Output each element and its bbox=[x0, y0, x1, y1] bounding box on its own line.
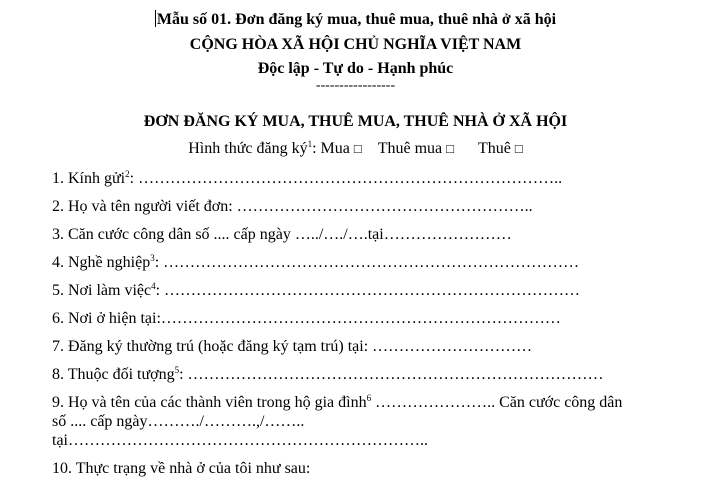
nation-header: CỘNG HÒA XÃ HỘI CHỦ NGHĨA VIỆT NAM bbox=[189, 36, 522, 53]
footnote-ref-4: 4 bbox=[151, 281, 156, 291]
document-title: ĐƠN ĐĂNG KÝ MUA, THUÊ MUA, THUÊ NHÀ Ở XÃ HỘI bbox=[143, 113, 568, 130]
field-citizen-id[interactable]: 3. Căn cước công dân số .... cấp ngày …../…./….tại…………………… bbox=[52, 226, 512, 243]
field-household-members-blank[interactable]: ………………….. Căn cước công dân bbox=[371, 394, 623, 411]
option-mua-checkbox[interactable]: □ bbox=[353, 141, 362, 156]
field-workplace-blank[interactable]: : …………………………………………………………………… bbox=[155, 282, 581, 299]
field-recipient bbox=[52, 170, 562, 188]
field-applicant-name[interactable]: 2. Họ và tên người viết đơn: ……………………………………………….. bbox=[52, 198, 533, 215]
field-occupation bbox=[52, 254, 579, 272]
footnote-ref-3: 3 bbox=[150, 253, 155, 263]
registration-type-row bbox=[0, 140, 711, 158]
option-thue-checkbox[interactable]: □ bbox=[514, 141, 523, 156]
footnote-ref-2: 2 bbox=[125, 169, 130, 179]
field-household-id-date[interactable]: số .... cấp ngày………./……….,/…….. bbox=[52, 413, 305, 430]
option-thue-mua-label: Thuê mua bbox=[377, 140, 443, 157]
footnote-ref-5: 5 bbox=[174, 365, 180, 375]
form-number-title-text: Mẫu số 01. Đơn đăng ký mua, thuê mua, thuê nhà ở xã hội bbox=[156, 11, 557, 28]
registration-type-label: Hình thức đăng ký bbox=[188, 140, 308, 157]
field-registered-residence[interactable]: 7. Đăng ký thường trú (hoặc đăng ký tạm trú) tại: ………………………… bbox=[52, 338, 533, 355]
registration-type-colon: : bbox=[312, 140, 317, 157]
field-workplace bbox=[52, 282, 580, 300]
motto: Độc lập - Tự do - Hạnh phúc bbox=[257, 60, 454, 77]
field-workplace-label: 5. Nơi làm việc bbox=[52, 282, 152, 299]
separator: ----------------- bbox=[315, 78, 396, 93]
field-occupation-blank[interactable]: : …………………………………………………………………… bbox=[154, 254, 580, 271]
field-housing-status: 10. Thực trạng về nhà ở của tôi như sau: bbox=[52, 460, 311, 477]
field-recipient-label: 1. Kính gửi bbox=[52, 170, 126, 187]
footnote-ref-6: 6 bbox=[366, 393, 372, 403]
field-current-residence[interactable]: 6. Nơi ở hiện tại:………………………………………………………………… bbox=[52, 310, 561, 327]
field-target-group-blank[interactable]: : …………………………………………………………………… bbox=[179, 366, 604, 383]
option-thue-mua-checkbox[interactable]: □ bbox=[446, 141, 454, 156]
field-target-group-label: 8. Thuộc đối tượng bbox=[52, 366, 175, 383]
text-cursor bbox=[155, 10, 156, 27]
field-household-members-label: 9. Họ và tên của các thành viên trong hộ gia đình bbox=[52, 394, 367, 411]
field-household-id-place[interactable]: tại………………………………………………………….. bbox=[52, 432, 428, 449]
form-number-title bbox=[0, 10, 711, 29]
field-occupation-label: 4. Nghề nghiệp bbox=[52, 254, 151, 271]
option-thue-label: Thuê bbox=[478, 140, 511, 157]
field-recipient-blank[interactable]: : …………………………………………………………………….. bbox=[129, 170, 563, 187]
field-household-members bbox=[52, 394, 622, 412]
option-mua-label: Mua bbox=[320, 140, 350, 157]
footnote-ref-1: 1 bbox=[307, 139, 313, 149]
field-target-group bbox=[52, 366, 604, 384]
